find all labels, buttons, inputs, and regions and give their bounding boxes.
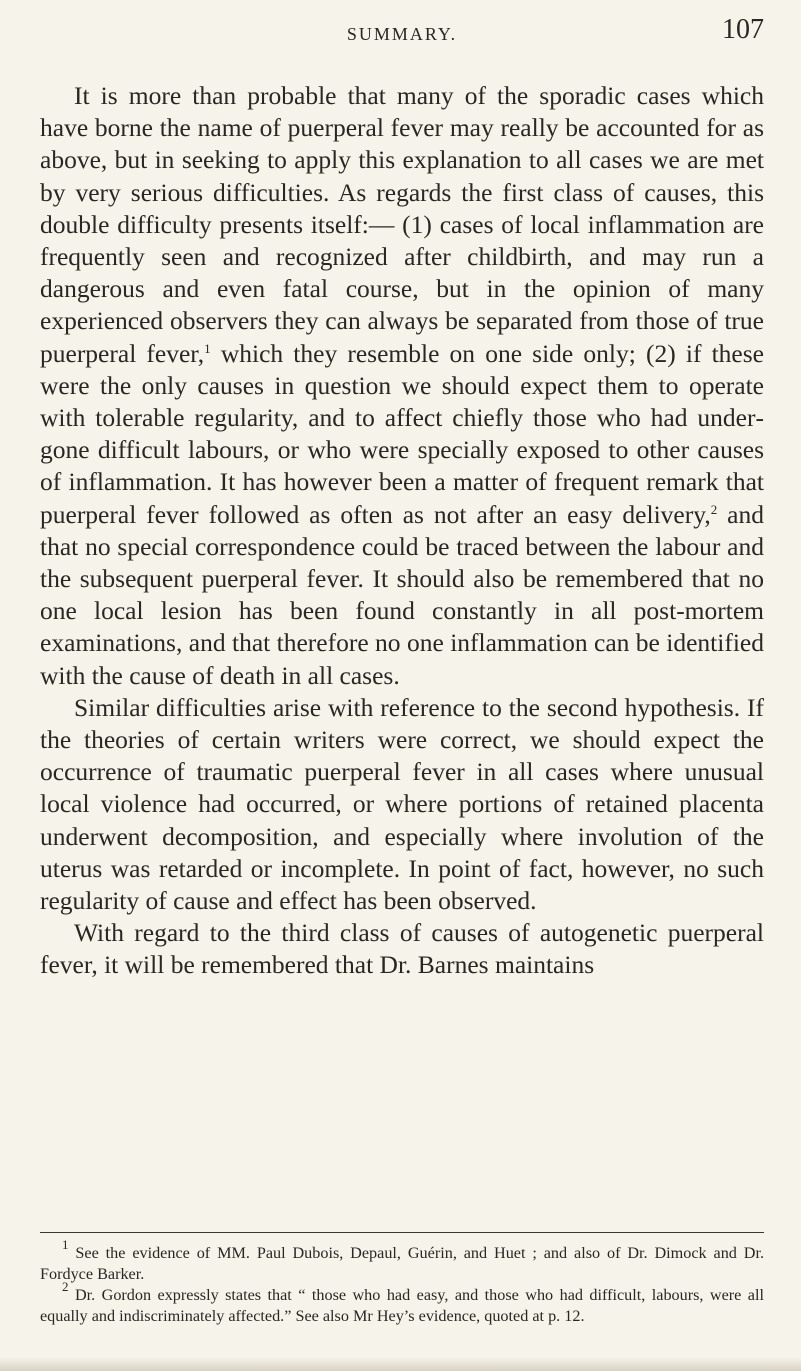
paragraph-2: Similar difficulties arise with reference to the second hypothesis. If the theories of certain writers were correct, we should expect the occurrence of traumatic puerperal fever in all cases where unusual local violence had occurred, or where portions of retained placenta underwent decomposition, and especially where involution of the uterus was retarded or incomplete. In point of fact, however, no such regularity of cause and effect has been observed. [40,692,764,916]
page-number: 107 [722,14,764,45]
running-title: SUMMARY. [346,24,458,44]
footnote-ref-1[interactable]: 1 [204,340,211,356]
footnote-2-marker: 2 [62,1279,69,1294]
paragraph-1-part-a: It is more than probable that many of the sporadic cases which have borne the name of puerperal fever may really be accounted for as above, but in seeking to apply this explanation to all cases we are met by very serious difficulties. As regards the first class of causes, this double difficulty presents itself:— (1) cases of local inflammation are frequently seen and recognized after childbirth, and may run a dangerous and even fatal course, but in the opinion of many experienced observers they can always be separated from those of true puerperal fever, [40,81,764,368]
footnote-1 [40,1237,764,1285]
footnote-2 [40,1279,764,1327]
footnote-divider [40,1232,764,1233]
paragraph-3: With regard to the third class of causes of autogenetic puerperal fever, it will be remembered that Dr. Barnes maintains [40,918,764,980]
footnote-1-text: See the evidence of MM. Paul Dubois, Depaul, Guérin, and Huet ; and also of Dr. Dimock and Dr. Fordyce Barker. [40,1244,764,1283]
page-bottom-edge [0,1357,801,1371]
footnotes [40,1237,764,1327]
paragraph-1 [40,80,764,692]
running-head [40,14,764,54]
footnote-1-marker: 1 [62,1237,69,1252]
paragraph-1-part-b: which they resemble on one side only; (2) if these were the only causes in question we should expect them to operate with tolerable regularity, and to affect chiefly those who had undergone difficult labours, or who were specially exposed to other causes of inflammation. It has however been a matter of frequent remark that puerperal fever followed as often as not after an easy delivery, [40,338,764,529]
footnote-ref-2[interactable]: 2 [710,501,718,517]
footnote-2-text: Dr. Gordon expressly states that “ those who had easy, and those who had difficult, labours, were all equally and indiscriminately affected.” See also Mr Hey’s evidence, quoted at p. 12. [40,1286,764,1325]
body-text [40,80,764,982]
paragraph-1-part-c: and that no special correspondence could be traced between the labour and the subsequent puerperal fever. It should also be remembered that no one local lesion has been found constantly in all post-mortem examinations, and that therefore no one inflammation can be identified with the cause of death in all cases. [40,499,764,690]
